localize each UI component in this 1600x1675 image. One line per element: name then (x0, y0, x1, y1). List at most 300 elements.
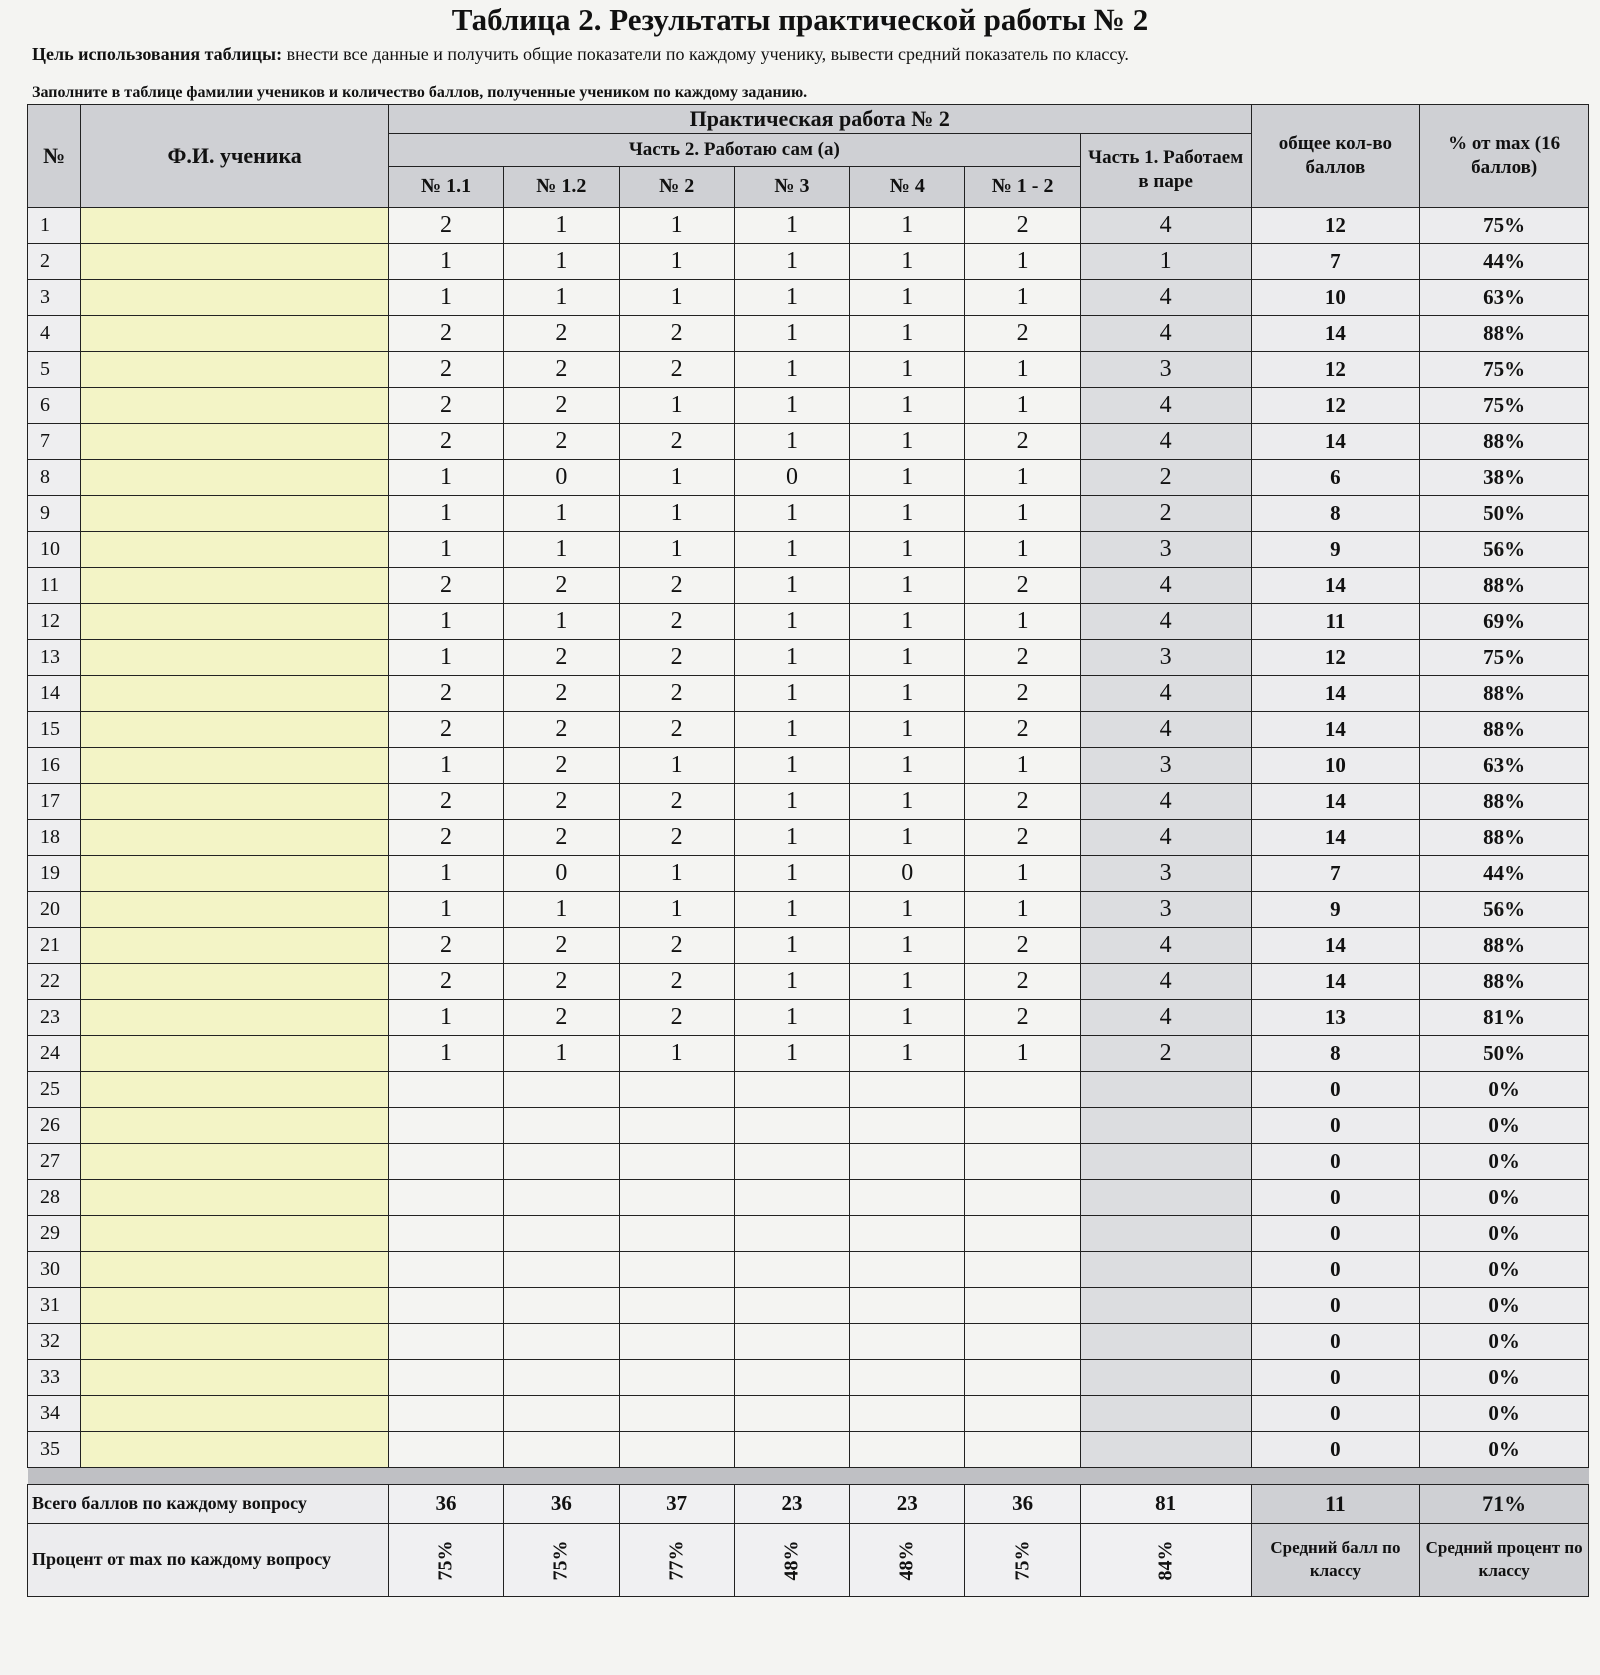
student-name-cell (81, 459, 389, 495)
task-score-cell (619, 1143, 734, 1179)
class-average-score: 11 (1251, 1484, 1420, 1523)
student-name-cell (81, 1395, 389, 1431)
total-score-cell: 0 (1251, 1431, 1420, 1467)
row-number: 31 (28, 1287, 81, 1323)
task-score-cell: 1 (850, 567, 965, 603)
task-score-cell (850, 1251, 965, 1287)
task-score-cell (850, 1179, 965, 1215)
task-score-cell (965, 1359, 1080, 1395)
header-name: Ф.И. ученика (81, 105, 389, 208)
row-number: 18 (28, 819, 81, 855)
task-score-cell: 1 (965, 1035, 1080, 1071)
footer-total-value: 36 (388, 1484, 503, 1523)
pair-score-cell: 2 (1080, 495, 1251, 531)
row-number: 16 (28, 747, 81, 783)
task-score-cell: 2 (388, 819, 503, 855)
percent-cell: 0% (1420, 1143, 1589, 1179)
task-score-cell (850, 1071, 965, 1107)
pair-score-cell (1080, 1071, 1251, 1107)
task-score-cell: 1 (504, 603, 619, 639)
task-score-cell: 1 (734, 711, 849, 747)
table-row (28, 531, 1589, 567)
student-name-cell (81, 927, 389, 963)
task-score-cell: 2 (965, 675, 1080, 711)
header-task-2: № 2 (619, 166, 734, 207)
row-number: 19 (28, 855, 81, 891)
pair-score-cell (1080, 1359, 1251, 1395)
task-score-cell: 2 (504, 747, 619, 783)
percent-cell: 0% (1420, 1287, 1589, 1323)
task-score-cell (388, 1251, 503, 1287)
task-score-cell: 1 (734, 567, 849, 603)
task-score-cell (619, 1107, 734, 1143)
task-score-cell: 1 (965, 387, 1080, 423)
task-score-cell: 1 (734, 747, 849, 783)
table-row (28, 639, 1589, 675)
task-score-cell: 0 (504, 459, 619, 495)
header-part2: Часть 2. Работаю сам (а) (388, 133, 1080, 166)
total-score-cell: 0 (1251, 1359, 1420, 1395)
task-score-cell: 2 (965, 711, 1080, 747)
pair-score-cell (1080, 1431, 1251, 1467)
task-score-cell (734, 1107, 849, 1143)
table-row (28, 459, 1589, 495)
row-number: 34 (28, 1395, 81, 1431)
percent-cell: 88% (1420, 567, 1589, 603)
table-row (28, 315, 1589, 351)
task-score-cell: 1 (850, 459, 965, 495)
row-number: 17 (28, 783, 81, 819)
percent-cell: 44% (1420, 855, 1589, 891)
row-number: 5 (28, 351, 81, 387)
total-score-cell: 0 (1251, 1071, 1420, 1107)
pair-score-cell: 1 (1080, 243, 1251, 279)
task-score-cell: 1 (965, 279, 1080, 315)
percent-cell: 75% (1420, 387, 1589, 423)
task-score-cell: 2 (388, 315, 503, 351)
task-score-cell (850, 1323, 965, 1359)
task-score-cell: 2 (965, 927, 1080, 963)
table-row (28, 855, 1589, 891)
task-score-cell: 2 (619, 639, 734, 675)
row-number: 12 (28, 603, 81, 639)
row-number: 30 (28, 1251, 81, 1287)
task-score-cell (388, 1215, 503, 1251)
total-score-cell: 12 (1251, 639, 1420, 675)
total-score-cell: 13 (1251, 999, 1420, 1035)
total-score-cell: 8 (1251, 1035, 1420, 1071)
row-number: 1 (28, 207, 81, 243)
task-score-cell: 2 (504, 927, 619, 963)
percent-cell: 56% (1420, 891, 1589, 927)
pair-score-cell: 4 (1080, 315, 1251, 351)
task-score-cell (850, 1359, 965, 1395)
student-name-cell (81, 423, 389, 459)
total-score-cell: 0 (1251, 1287, 1420, 1323)
total-score-cell: 14 (1251, 783, 1420, 819)
task-score-cell (504, 1143, 619, 1179)
percent-cell: 0% (1420, 1215, 1589, 1251)
total-score-cell: 14 (1251, 819, 1420, 855)
class-average-score-label: Средний балл по классу (1251, 1523, 1420, 1596)
pair-score-cell: 4 (1080, 207, 1251, 243)
task-score-cell: 1 (850, 927, 965, 963)
total-score-cell: 0 (1251, 1251, 1420, 1287)
pair-score-cell: 3 (1080, 351, 1251, 387)
footer-percent-text: 48% (780, 1540, 803, 1581)
task-score-cell (850, 1395, 965, 1431)
percent-cell: 88% (1420, 819, 1589, 855)
task-score-cell: 2 (388, 423, 503, 459)
table-row (28, 1107, 1589, 1143)
student-name-cell (81, 1071, 389, 1107)
row-number: 26 (28, 1107, 81, 1143)
task-score-cell: 1 (388, 1035, 503, 1071)
table-row (28, 1323, 1589, 1359)
task-score-cell: 1 (388, 243, 503, 279)
task-score-cell: 2 (388, 927, 503, 963)
task-score-cell: 1 (850, 603, 965, 639)
total-score-cell: 8 (1251, 495, 1420, 531)
table-row (28, 711, 1589, 747)
footer-percent-text: 48% (895, 1540, 918, 1581)
task-score-cell: 1 (734, 999, 849, 1035)
task-score-cell: 2 (965, 819, 1080, 855)
percent-cell: 0% (1420, 1395, 1589, 1431)
task-score-cell: 1 (965, 747, 1080, 783)
table-row (28, 243, 1589, 279)
header-num: № (28, 105, 81, 208)
percent-cell: 88% (1420, 423, 1589, 459)
task-score-cell (619, 1323, 734, 1359)
percent-cell: 0% (1420, 1071, 1589, 1107)
task-score-cell (734, 1179, 849, 1215)
task-score-cell: 1 (734, 423, 849, 459)
total-score-cell: 0 (1251, 1395, 1420, 1431)
total-score-cell: 10 (1251, 747, 1420, 783)
total-score-cell: 0 (1251, 1179, 1420, 1215)
pair-score-cell: 3 (1080, 531, 1251, 567)
task-score-cell: 1 (504, 531, 619, 567)
table-row (28, 1035, 1589, 1071)
task-score-cell: 1 (850, 495, 965, 531)
task-score-cell: 1 (619, 891, 734, 927)
task-score-cell: 1 (734, 387, 849, 423)
footer-percent-value (734, 1523, 849, 1596)
footer-percent-value (504, 1523, 619, 1596)
row-number: 9 (28, 495, 81, 531)
percent-cell: 63% (1420, 747, 1589, 783)
task-score-cell (619, 1359, 734, 1395)
student-name-cell (81, 1323, 389, 1359)
table-row (28, 279, 1589, 315)
task-score-cell: 2 (504, 423, 619, 459)
task-score-cell: 2 (388, 351, 503, 387)
table-row (28, 1251, 1589, 1287)
total-score-cell: 14 (1251, 423, 1420, 459)
task-score-cell (388, 1287, 503, 1323)
header-part1: Часть 1. Работаем в паре (1080, 133, 1251, 207)
task-score-cell (965, 1107, 1080, 1143)
separator-row (28, 1467, 1589, 1484)
task-score-cell: 1 (850, 207, 965, 243)
task-score-cell: 2 (388, 963, 503, 999)
percent-cell: 75% (1420, 351, 1589, 387)
pair-score-cell: 3 (1080, 891, 1251, 927)
task-score-cell: 1 (850, 783, 965, 819)
header-task-3: № 3 (734, 166, 849, 207)
student-name-cell (81, 747, 389, 783)
task-score-cell (965, 1071, 1080, 1107)
table-row (28, 675, 1589, 711)
pair-score-cell (1080, 1143, 1251, 1179)
table-row (28, 567, 1589, 603)
student-name-cell (81, 1107, 389, 1143)
task-score-cell (504, 1107, 619, 1143)
task-score-cell (734, 1251, 849, 1287)
pair-score-cell: 2 (1080, 1035, 1251, 1071)
student-name-cell (81, 1431, 389, 1467)
task-score-cell: 1 (734, 315, 849, 351)
task-score-cell (734, 1395, 849, 1431)
task-score-cell (504, 1359, 619, 1395)
percent-cell: 88% (1420, 675, 1589, 711)
footer-percent-value (619, 1523, 734, 1596)
pair-score-cell (1080, 1215, 1251, 1251)
task-score-cell: 1 (850, 423, 965, 459)
footer-percent-value (850, 1523, 965, 1596)
task-score-cell (850, 1215, 965, 1251)
task-score-cell (619, 1395, 734, 1431)
task-score-cell: 2 (388, 387, 503, 423)
percent-cell: 0% (1420, 1107, 1589, 1143)
purpose-text: внести все данные и получить общие показатели по каждому ученику, вывести средний показатель по классу. (282, 44, 1129, 64)
task-score-cell (965, 1251, 1080, 1287)
task-score-cell (734, 1323, 849, 1359)
percent-cell: 0% (1420, 1323, 1589, 1359)
table-row (28, 1287, 1589, 1323)
table-row (28, 207, 1589, 243)
task-score-cell (504, 1431, 619, 1467)
percent-cell: 0% (1420, 1431, 1589, 1467)
task-score-cell: 2 (619, 567, 734, 603)
task-score-cell (388, 1179, 503, 1215)
student-name-cell (81, 783, 389, 819)
student-name-cell (81, 891, 389, 927)
total-score-cell: 0 (1251, 1323, 1420, 1359)
task-score-cell (388, 1143, 503, 1179)
table-row (28, 1143, 1589, 1179)
row-number: 20 (28, 891, 81, 927)
task-score-cell: 1 (504, 207, 619, 243)
student-name-cell (81, 711, 389, 747)
row-number: 23 (28, 999, 81, 1035)
task-score-cell: 1 (619, 243, 734, 279)
row-number: 3 (28, 279, 81, 315)
student-name-cell (81, 639, 389, 675)
task-score-cell: 2 (965, 423, 1080, 459)
table-row (28, 1071, 1589, 1107)
table-row (28, 387, 1589, 423)
pair-score-cell (1080, 1251, 1251, 1287)
total-score-cell: 0 (1251, 1107, 1420, 1143)
table-row (28, 603, 1589, 639)
footer-total-value: 36 (504, 1484, 619, 1523)
table-row (28, 1431, 1589, 1467)
task-score-cell (619, 1179, 734, 1215)
task-score-cell: 1 (619, 387, 734, 423)
table-row (28, 963, 1589, 999)
task-score-cell: 1 (388, 531, 503, 567)
task-score-cell: 2 (504, 567, 619, 603)
task-score-cell: 2 (388, 567, 503, 603)
task-score-cell: 1 (504, 243, 619, 279)
total-score-cell: 12 (1251, 351, 1420, 387)
task-score-cell: 1 (734, 783, 849, 819)
purpose-label: Цель использования таблицы: (32, 44, 283, 64)
row-number: 22 (28, 963, 81, 999)
task-score-cell: 2 (504, 819, 619, 855)
task-score-cell (504, 1323, 619, 1359)
row-number: 13 (28, 639, 81, 675)
pair-score-cell: 3 (1080, 855, 1251, 891)
task-score-cell: 1 (734, 207, 849, 243)
task-score-cell (965, 1179, 1080, 1215)
pair-score-cell (1080, 1179, 1251, 1215)
row-number: 15 (28, 711, 81, 747)
task-score-cell (734, 1359, 849, 1395)
task-score-cell: 1 (850, 243, 965, 279)
task-score-cell: 1 (850, 315, 965, 351)
student-name-cell (81, 1359, 389, 1395)
task-score-cell: 1 (734, 243, 849, 279)
task-score-cell: 1 (504, 891, 619, 927)
task-score-cell: 2 (965, 207, 1080, 243)
task-score-cell (734, 1071, 849, 1107)
task-score-cell (965, 1395, 1080, 1431)
task-score-cell: 2 (619, 927, 734, 963)
percent-cell: 88% (1420, 711, 1589, 747)
row-number: 4 (28, 315, 81, 351)
student-name-cell (81, 495, 389, 531)
task-score-cell: 1 (850, 531, 965, 567)
footer-percent-value (965, 1523, 1080, 1596)
total-score-cell: 14 (1251, 927, 1420, 963)
task-score-cell (734, 1431, 849, 1467)
table-row (28, 783, 1589, 819)
task-score-cell: 1 (504, 495, 619, 531)
header-row-1 (28, 105, 1589, 134)
task-score-cell: 1 (965, 495, 1080, 531)
total-score-cell: 9 (1251, 531, 1420, 567)
task-score-cell: 2 (619, 963, 734, 999)
task-score-cell: 2 (619, 315, 734, 351)
task-score-cell: 1 (619, 531, 734, 567)
task-score-cell: 2 (965, 315, 1080, 351)
task-score-cell: 1 (965, 243, 1080, 279)
task-score-cell (388, 1323, 503, 1359)
student-name-cell (81, 351, 389, 387)
table-row (28, 747, 1589, 783)
class-average-percent-label: Средний процент по классу (1420, 1523, 1589, 1596)
task-score-cell: 2 (619, 999, 734, 1035)
task-score-cell (504, 1071, 619, 1107)
total-score-cell: 14 (1251, 315, 1420, 351)
task-score-cell: 1 (388, 603, 503, 639)
task-score-cell: 1 (388, 999, 503, 1035)
task-score-cell: 1 (850, 279, 965, 315)
pair-score-cell (1080, 1107, 1251, 1143)
task-score-cell (850, 1287, 965, 1323)
table-row (28, 1215, 1589, 1251)
student-name-cell (81, 603, 389, 639)
pair-score-cell: 4 (1080, 567, 1251, 603)
results-table (27, 104, 1589, 1597)
header-task-1-2-range: № 1 - 2 (965, 166, 1080, 207)
pair-score-cell: 4 (1080, 711, 1251, 747)
task-score-cell: 1 (734, 963, 849, 999)
task-score-cell: 2 (965, 639, 1080, 675)
total-score-cell: 14 (1251, 567, 1420, 603)
task-score-cell: 2 (965, 783, 1080, 819)
pair-score-cell: 4 (1080, 927, 1251, 963)
instruction: Заполните в таблице фамилии учеников и количество баллов, полученные учеником по каждому заданию. (32, 84, 808, 101)
table-row (28, 495, 1589, 531)
footer-total-value: 36 (965, 1484, 1080, 1523)
task-score-cell: 2 (965, 999, 1080, 1035)
task-score-cell: 1 (965, 531, 1080, 567)
row-number: 8 (28, 459, 81, 495)
purpose-line (32, 44, 1129, 65)
task-score-cell (965, 1323, 1080, 1359)
task-score-cell: 1 (734, 639, 849, 675)
percent-cell: 88% (1420, 783, 1589, 819)
footer-percent-value (388, 1523, 503, 1596)
task-score-cell: 1 (619, 1035, 734, 1071)
task-score-cell (850, 1431, 965, 1467)
task-score-cell: 1 (734, 675, 849, 711)
task-score-cell (504, 1179, 619, 1215)
task-score-cell: 1 (388, 891, 503, 927)
total-score-cell: 6 (1251, 459, 1420, 495)
student-name-cell (81, 1035, 389, 1071)
footer-percent-value (1080, 1523, 1251, 1596)
task-score-cell: 1 (850, 819, 965, 855)
student-name-cell (81, 567, 389, 603)
footer-percent-text: 84% (1154, 1540, 1177, 1581)
task-score-cell (850, 1143, 965, 1179)
task-score-cell (619, 1071, 734, 1107)
student-name-cell (81, 1287, 389, 1323)
total-score-cell: 11 (1251, 603, 1420, 639)
student-name-cell (81, 963, 389, 999)
task-score-cell: 1 (388, 459, 503, 495)
pair-score-cell: 4 (1080, 279, 1251, 315)
separator (28, 1467, 1589, 1484)
header-task-1-1: № 1.1 (388, 166, 503, 207)
percent-cell: 38% (1420, 459, 1589, 495)
task-score-cell: 2 (619, 819, 734, 855)
percent-cell: 81% (1420, 999, 1589, 1035)
student-name-cell (81, 315, 389, 351)
student-name-cell (81, 531, 389, 567)
footer-totals-row (28, 1484, 1589, 1523)
task-score-cell: 2 (504, 639, 619, 675)
task-score-cell: 1 (504, 1035, 619, 1071)
task-score-cell (850, 1107, 965, 1143)
task-score-cell: 2 (504, 315, 619, 351)
task-score-cell: 2 (619, 351, 734, 387)
